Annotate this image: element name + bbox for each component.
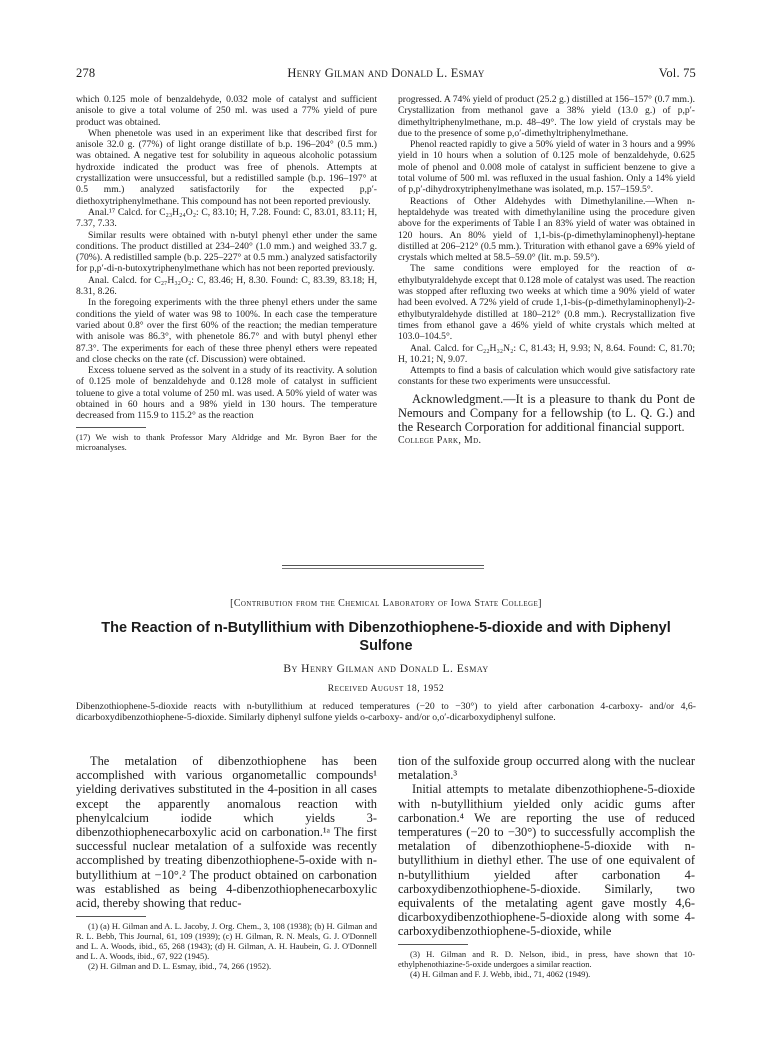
bottom-left-column [76,754,377,971]
footnote: (17) We wish to thank Professor Mary Aldridge and Mr. Byron Baer for the microanalyses. [76,431,377,452]
paragraph: Excess toluene served as the solvent in a study of its reactivity. A solution of 0.125 mole of benzaldehyde and 0.128 mole of catalyst in sufficient toluene to give a total volume of 250 ml. was used. A 50% yield of water was obtained in 60 hours and a 98% yield in 130 hours. The temperature decreased from 115.9 to 115.2° as the reaction [76,365,377,422]
paragraph: In the foregoing experiments with the three phenyl ethers under the same conditions the yield of water was 98 to 100%. In each case the temperature varied about 0.8° over the first 60% of the reaction; the median temperature with anisole was 86.3°, with phenetole 86.7° and with butyl phenyl ether 87.3°. The experiments for each of these three phenyl ethers were repeated and close checks on the rate (cf. Discussion) were obtained. [76,297,377,365]
section-divider [282,568,484,569]
received-date: Received August 18, 1952 [327,683,445,694]
running-title: Henry Gilman and Donald L. Esmay [287,66,485,80]
page-number: 278 [76,66,96,80]
footnote: (4) H. Gilman and F. J. Webb, ibid., 71, 4062 (1949). [410,968,591,979]
top-left-column [76,94,377,452]
paragraph: Similar results were obtained with n-butyl phenyl ether under the same conditions. The product distilled at 234–240° (1.0 mm.) and weighed 33.7 g. (70%). A redistilled sample (b.p. 225–227° at 0.5 mm.) analyzed satisfactorily for p,p′-di-n-butoxytriphenylmethane which has not been reported previously. [76,229,377,275]
footnote: (3) H. Gilman and R. D. Nelson, ibid., in press, have shown that 10-ethylphenothiazine-5-oxide undergoes a similar reaction. [398,948,695,969]
volume-label: Vol. 75 [658,66,696,80]
affiliation: College Park, Md. [398,435,482,447]
top-right-column [398,94,695,449]
paragraph: Reactions of Other Aldehydes with Dimethylaniline.—When n-heptaldehyde was treated with dimethylaniline using the procedure given above for the experiments of Table I an 83% yield of water was obtained in 120 hours. An 80% yield of 1,1-bis-(p-dimethylaminophenyl)-heptane distilled at 206–212° (0.5 mm.). Trituration with ethanol gave a 69% yield of crystals which melted at 58.5–59.0° (lit. m.p. 59.5°). [398,195,695,264]
footnote-divider [76,427,146,428]
paragraph: Attempts to find a basis of calculation which would give satisfactory rate constants for these two experiments were unsuccessful. [398,365,695,388]
analysis-line: Anal.¹⁷ Calcd. for C₂₃H₂₄O₂: C, 83.10; H, 7.28. Found: C, 83.01, 83.11; H, 7.37, 7.33. [76,206,377,230]
contribution-line: [Contribution from the Chemical Laboratory of Iowa State College] [230,598,542,609]
article-title: The Reaction of n-Butyllithium with Dibenzothiophene-5-dioxide and with Diphenyl Sulfone [101,620,671,654]
paragraph: When phenetole was used in an experiment like that described first for anisole 32.0 g. (77%) of light orange distillate of b.p. 196–204° (0.5 mm.) was obtained. A negative test for solubility in aqueous alcoholic potassium hydroxide indicated the product was free of phenols. Attempts at crystallization were unsuccessful, but a redistilled sample (b.p. 196–197° at 0.5 mm.) analyzed satisfactorily for the expected p,p′-diethoxytriphenylmethane. This compound has not been reported previously. [76,127,377,207]
footnote-divider [398,944,468,945]
paragraph: The same conditions were employed for the reaction of α-ethylbutyraldehyde except that 0.128 mole of catalyst was used. The reaction was stopped after refluxing two weeks at which time a 90% yield of water had been evolved. A 72% yield of crude 1,1-bis-(p-dimethylaminophenyl)-2-ethylbutyraldehyde distilled at 180–212° (0.8 mm.). Recrystallization five times from ethanol gave a 46% yield of white crystals which melted at 103.0–104.5°. [398,263,695,343]
paragraph: Phenol reacted rapidly to give a 50% yield of water in 3 hours and a 99% yield in 10 hours when a solution of 0.125 mole of benzaldehyde, 0.625 mole of phenol and 0.008 mole of catalyst in sufficient benzene to give a total volume of 500 ml. was refluxed in the usual fashion. Only a 14% yield of p,p′-dihydroxytriphenylmethane was isolated, m.p. 157–159.5°. [398,139,695,196]
acknowledgment: Acknowledgment.—It is a pleasure to thank du Pont de Nemours and Company for a fellowship (to L. Q. G.) and the Research Corporation for additional financial support. [398,391,695,435]
bottom-right-column [398,754,695,979]
paragraph: The metalation of dibenzothiophene has been accomplished with various organometallic compounds¹ yielding derivatives substituted in the 4-position in all cases except the apparently anomalous reaction with phenylcalcium iodide which yields 3-dibenzothiophenecarboxylic acid on carbonation.¹ᵃ The first successful nuclear metalation of a sulfoxide was recently accomplished by treating dibenzothiophene-5-oxide with n-butyllithium at −10°.² The product obtained on carbonation was established as being 4-dibenzothiophenecarboxylic acid, thereby showing that reduc- [76,754,377,911]
analysis-line: Anal. Calcd. for C₂₂H₃₂N₂: C, 81.43; H, 9.93; N, 8.64. Found: C, 81.70; H, 10.21; N, 9.07. [398,342,695,365]
paragraph: Initial attempts to metalate dibenzothiophene-5-dioxide with n-butyllithium yielded only acidic gums after carbonation.⁴ We are reporting the use of reduced temperatures (−20 to −30°) to successfully accomplish the metalation of dibenzothiophene-5-dioxide with n-butyllithium in diethyl ether. The use of one equivalent of n-butyllithium yielded after carbonation 4-carboxydibenzothiophene-5-dioxide. Similarly, two equivalents of the metalating agent gave mostly 4,6-dicarboxydibenzothiophene-5-dioxide along with some 4-carboxydibenzothiophene-5-dioxide, while [398,782,695,939]
footnote-divider [76,916,146,917]
paragraph: progressed. A 74% yield of product (25.2 g.) distilled at 156–157° (0.7 mm.). Crystallization from methanol gave a 38% yield (13.0 g.) of p,p′-dimethyltriphenylmethane, m.p. 48–49°. The low yield of crystals may be due to the presence of some p,o′-dimethyltriphenylmethane. [398,94,695,139]
section-divider [282,565,484,566]
footnote: (2) H. Gilman and D. L. Esmay, ibid., 74, 266 (1952). [88,961,272,972]
analysis-line: Anal. Calcd. for C₂₇H₃₂O₂: C, 83.46; H, 8.30. Found: C, 83.39, 83.18; H, 8.31, 8.26. [76,274,377,298]
abstract: Dibenzothiophene-5-dioxide reacts with n-butyllithium at reduced temperatures (−20 to −30°) to yield after carbonation 4-carboxy- and/or 4,6-dicarboxydibenzothiophene-5-dioxide. Similarly diphenyl sulfone yields o-carboxy- and/or o,o′-dicarboxydiphenyl sulfone. [76,701,696,724]
article-authors: By Henry Gilman and Donald L. Esmay [283,663,489,675]
paragraph: which 0.125 mole of benzaldehyde, 0.032 mole of catalyst and sufficient anisole to give a total volume of 250 ml. was used a 77% yield of pure product was obtained. [76,94,377,128]
paragraph: tion of the sulfoxide group occurred along with the nuclear metalation.³ [398,754,695,783]
page-header [76,66,696,82]
footnote: (1) (a) H. Gilman and A. L. Jacoby, J. Org. Chem., 3, 108 (1938); (b) H. Gilman and R. L. Bebb, This Journal, 61, 109 (1939); (c) H. Gilman, R. N. Meals, G. J. O'Donnell and L. A. Woods, ibid., 65, 268 (1943); (d) H. Gilman, A. H. Haubein, G. J. O'Donnell and L. A. Woods, ibid., 67, 922 (1945). [76,921,377,962]
